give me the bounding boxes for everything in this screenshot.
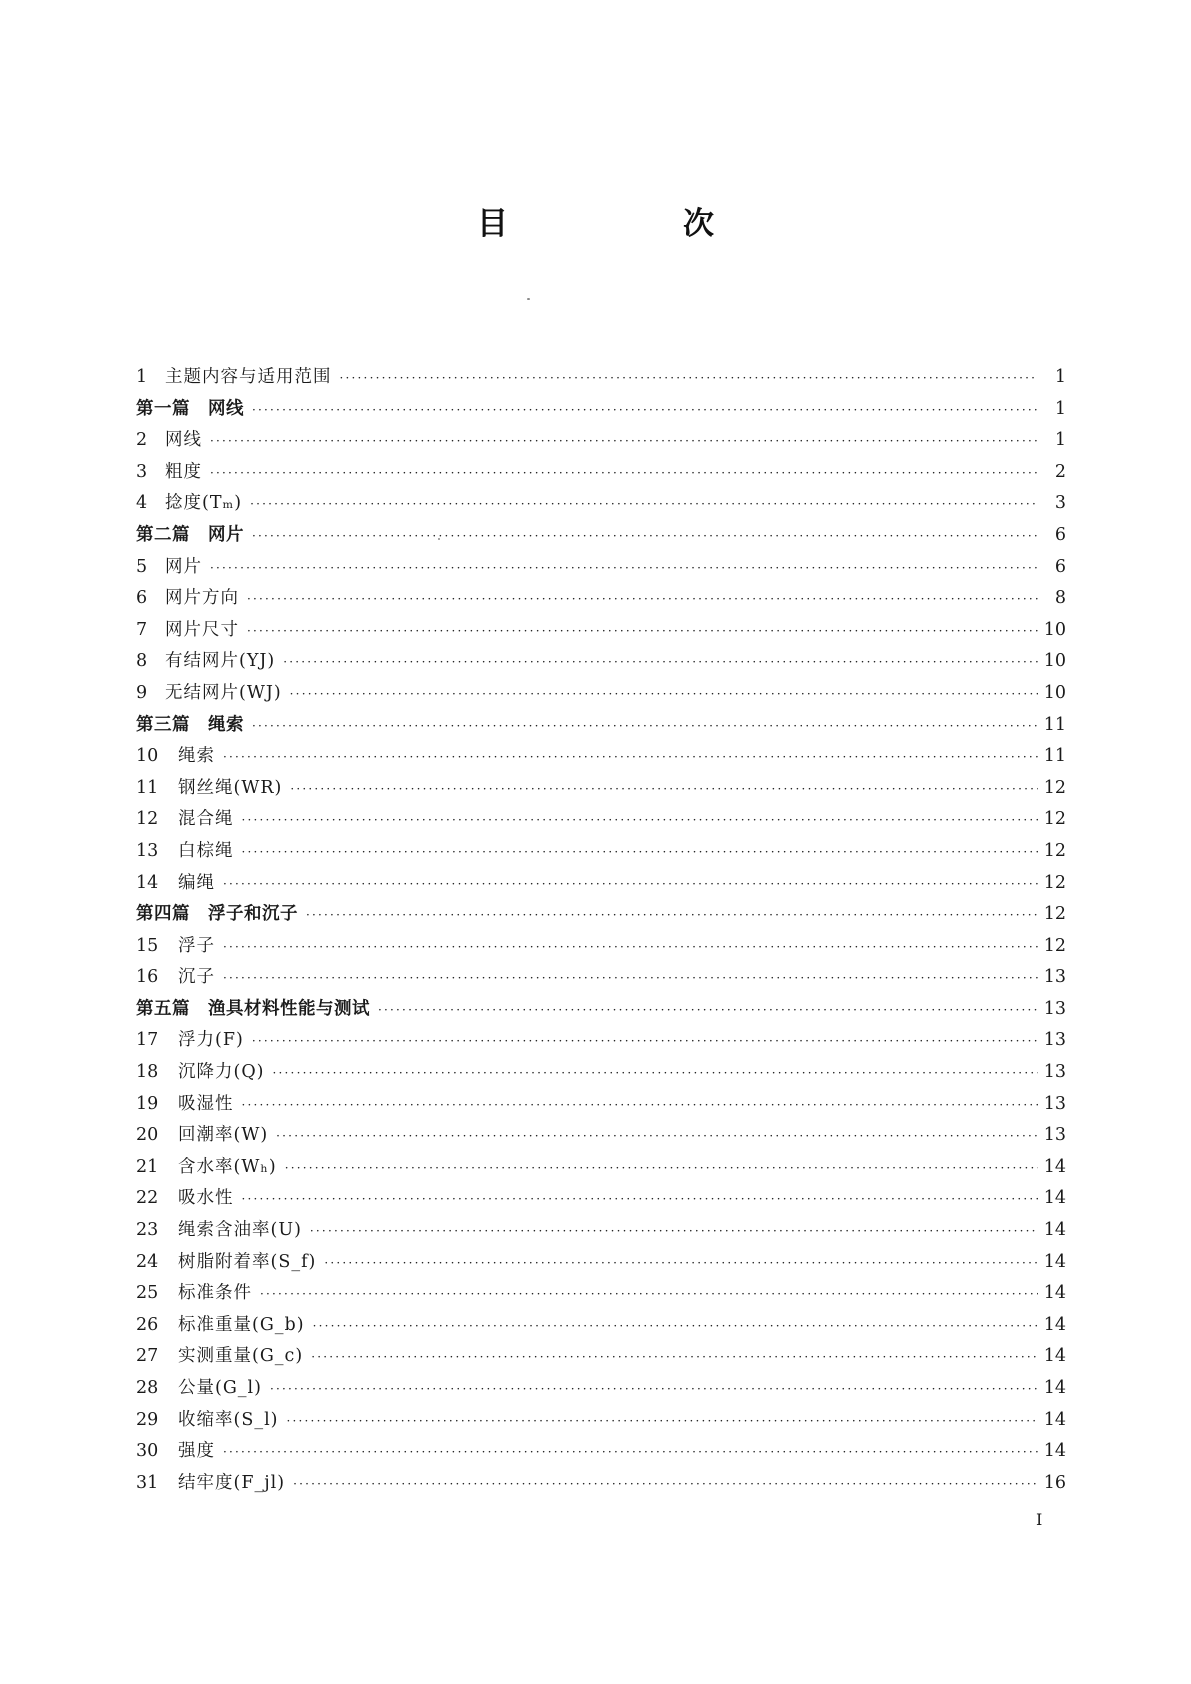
toc-entry bbox=[136, 425, 1066, 457]
toc-entry-label: 含水率(Wₕ) bbox=[178, 1156, 277, 1177]
toc-entry bbox=[136, 1057, 1066, 1089]
toc-entry-label: 强度 bbox=[178, 1441, 215, 1462]
dot-leader bbox=[290, 679, 1038, 711]
toc-entry-page: 10 bbox=[1043, 651, 1066, 672]
toc-entry-label: 无结网片(WJ) bbox=[165, 682, 282, 703]
dot-leader bbox=[252, 711, 1038, 743]
toc-entry-label: 混合绳 bbox=[178, 809, 234, 830]
dot-leader bbox=[287, 1406, 1038, 1438]
dot-leader bbox=[313, 1311, 1038, 1343]
toc-entry bbox=[136, 457, 1066, 489]
dot-leader bbox=[223, 869, 1038, 901]
toc-entry bbox=[136, 1247, 1066, 1279]
dot-leader bbox=[247, 584, 1038, 616]
toc-entry-page: 12 bbox=[1043, 840, 1066, 861]
toc-entry-page: 11 bbox=[1043, 714, 1066, 735]
toc-part-heading bbox=[136, 394, 1066, 426]
toc-entry bbox=[136, 1215, 1066, 1247]
toc-entry-number: 23 bbox=[136, 1220, 159, 1241]
toc-entry-label: 标准条件 bbox=[178, 1283, 252, 1304]
toc-entry bbox=[136, 1120, 1066, 1152]
dot-leader bbox=[324, 1248, 1037, 1280]
toc-entry bbox=[136, 362, 1066, 394]
dot-leader bbox=[242, 837, 1038, 869]
toc-entry-label: 标准重量(G_b) bbox=[178, 1314, 305, 1335]
toc-entry-number: 2 bbox=[136, 430, 148, 451]
dot-leader bbox=[242, 805, 1038, 837]
dot-leader bbox=[252, 395, 1038, 427]
dot-leader bbox=[283, 647, 1037, 679]
toc-entry bbox=[136, 1089, 1066, 1121]
dot-leader bbox=[293, 1469, 1038, 1501]
dot-leader bbox=[273, 1058, 1038, 1090]
toc-entry-page: 14 bbox=[1043, 1409, 1066, 1430]
toc-entry-page: 14 bbox=[1043, 1441, 1066, 1462]
dot-leader bbox=[270, 1374, 1038, 1406]
table-of-contents bbox=[136, 362, 1066, 1499]
toc-entry-label: 粗度 bbox=[165, 461, 202, 482]
toc-entry-label: 第二篇 网片 bbox=[136, 524, 244, 545]
toc-entry-number: 17 bbox=[136, 1030, 159, 1051]
dot-leader bbox=[223, 742, 1038, 774]
toc-entry-label: 结牢度(F_jl) bbox=[178, 1472, 286, 1493]
toc-entry-number: 30 bbox=[136, 1441, 159, 1462]
dot-leader bbox=[210, 553, 1038, 585]
toc-entry bbox=[136, 678, 1066, 710]
toc-entry-page: 12 bbox=[1043, 809, 1066, 830]
toc-entry-number: 29 bbox=[136, 1409, 159, 1430]
dot-leader bbox=[260, 1279, 1038, 1311]
dot-leader bbox=[276, 1121, 1038, 1153]
dot-leader bbox=[252, 1026, 1038, 1058]
toc-entry bbox=[136, 1152, 1066, 1184]
dot-leader bbox=[311, 1342, 1038, 1374]
toc-entry bbox=[136, 836, 1066, 868]
toc-entry-label: 绳索 bbox=[178, 746, 215, 767]
toc-entry-label: 浮力(F) bbox=[178, 1030, 244, 1051]
dot-leader bbox=[223, 1437, 1038, 1469]
toc-entry-label: 吸水性 bbox=[178, 1188, 234, 1209]
toc-entry bbox=[136, 646, 1066, 678]
dot-leader bbox=[223, 932, 1038, 964]
toc-entry bbox=[136, 1405, 1066, 1437]
toc-entry-page: 14 bbox=[1043, 1378, 1066, 1398]
toc-entry bbox=[136, 1310, 1066, 1342]
toc-entry-page: 11 bbox=[1043, 746, 1066, 767]
toc-entry-page: 10 bbox=[1043, 619, 1066, 640]
toc-entry bbox=[136, 1278, 1066, 1310]
toc-entry-page: 13 bbox=[1043, 1062, 1066, 1083]
toc-entry-label: 捻度(Tₘ) bbox=[165, 493, 243, 514]
toc-entry-page: 1 bbox=[1054, 398, 1066, 419]
dot-leader bbox=[250, 489, 1038, 521]
toc-entry-number: 20 bbox=[136, 1125, 159, 1146]
toc-entry-label: 第四篇 浮子和沉子 bbox=[136, 904, 298, 925]
toc-entry-page: 13 bbox=[1043, 1125, 1066, 1146]
toc-entry-number: 21 bbox=[136, 1156, 159, 1177]
toc-entry-page: 12 bbox=[1043, 904, 1066, 925]
dot-leader bbox=[285, 1153, 1038, 1185]
toc-entry bbox=[136, 1468, 1066, 1500]
toc-entry-label: 沉降力(Q) bbox=[178, 1062, 265, 1083]
toc-entry-number: 28 bbox=[136, 1378, 159, 1398]
toc-entry-label: 实测重量(G_c) bbox=[178, 1346, 304, 1367]
toc-entry-page: 1 bbox=[1054, 367, 1066, 387]
toc-entry-number: 15 bbox=[136, 935, 159, 956]
toc-entry-label: 编绳 bbox=[178, 872, 215, 893]
toc-entry bbox=[136, 1341, 1066, 1373]
toc-entry-page: 12 bbox=[1043, 935, 1066, 956]
toc-entry-page: 1 bbox=[1054, 430, 1066, 451]
toc-entry bbox=[136, 1025, 1066, 1057]
toc-part-heading bbox=[136, 710, 1066, 742]
toc-entry bbox=[136, 868, 1066, 900]
toc-entry-label: 网片尺寸 bbox=[165, 619, 239, 640]
toc-entry-label: 树脂附着率(S_f) bbox=[178, 1251, 317, 1272]
toc-entry-label: 绳索含油率(U) bbox=[178, 1220, 302, 1241]
page-number: I bbox=[1036, 1510, 1043, 1529]
toc-entry bbox=[136, 583, 1066, 615]
toc-entry-page: 12 bbox=[1043, 872, 1066, 893]
toc-entry bbox=[136, 1373, 1066, 1405]
toc-entry-label: 收缩率(S_l) bbox=[178, 1409, 279, 1430]
dot-leader bbox=[310, 1216, 1038, 1248]
dot-leader bbox=[378, 995, 1038, 1027]
toc-entry-label: 白棕绳 bbox=[178, 840, 234, 861]
toc-entry bbox=[136, 1183, 1066, 1215]
toc-entry bbox=[136, 615, 1066, 647]
toc-entry-page: 13 bbox=[1043, 1030, 1066, 1051]
toc-entry-page: 2 bbox=[1054, 461, 1066, 482]
dot-leader bbox=[210, 458, 1038, 490]
toc-entry-label: 沉子 bbox=[178, 967, 215, 988]
toc-entry-number: 1 bbox=[136, 367, 148, 387]
toc-entry-page: 14 bbox=[1043, 1314, 1066, 1335]
toc-entry-page: 12 bbox=[1043, 777, 1066, 798]
toc-entry-number: 4 bbox=[136, 493, 148, 514]
toc-entry-page: 6 bbox=[1054, 556, 1066, 577]
toc-entry-page: 10 bbox=[1043, 682, 1066, 703]
toc-entry-label: 公量(G_l) bbox=[178, 1378, 262, 1398]
toc-entry-page: 14 bbox=[1043, 1283, 1066, 1304]
toc-entry-number: 7 bbox=[136, 619, 148, 640]
toc-entry-page: 8 bbox=[1054, 588, 1066, 609]
toc-entry bbox=[136, 962, 1066, 994]
toc-entry-page: 16 bbox=[1043, 1472, 1066, 1493]
toc-entry-number: 19 bbox=[136, 1093, 159, 1114]
page-title: 目 次 bbox=[477, 206, 786, 242]
toc-entry-label: 网片 bbox=[165, 556, 202, 577]
dot-leader bbox=[242, 1184, 1038, 1216]
toc-entry-number: 13 bbox=[136, 840, 159, 861]
toc-entry-number: 26 bbox=[136, 1314, 159, 1335]
toc-entry-label: 第五篇 渔具材料性能与测试 bbox=[136, 998, 370, 1019]
toc-entry-number: 9 bbox=[136, 682, 148, 703]
toc-entry-page: 14 bbox=[1043, 1251, 1066, 1272]
toc-part-heading bbox=[136, 520, 1066, 552]
toc-entry bbox=[136, 804, 1066, 836]
toc-entry-page: 3 bbox=[1054, 493, 1066, 514]
dot-leader bbox=[210, 426, 1038, 458]
toc-entry-label: 第三篇 绳索 bbox=[136, 714, 244, 735]
toc-entry-page: 13 bbox=[1043, 998, 1066, 1019]
toc-entry bbox=[136, 1436, 1066, 1468]
toc-part-heading bbox=[136, 994, 1066, 1026]
toc-entry-number: 22 bbox=[136, 1188, 159, 1209]
toc-entry-number: 5 bbox=[136, 556, 148, 577]
dot-leader bbox=[223, 963, 1038, 995]
toc-part-heading bbox=[136, 899, 1066, 931]
toc-entry-number: 27 bbox=[136, 1346, 159, 1367]
toc-entry bbox=[136, 773, 1066, 805]
toc-entry-page: 6 bbox=[1054, 524, 1066, 545]
dot-leader bbox=[306, 900, 1038, 932]
toc-entry-number: 14 bbox=[136, 872, 159, 893]
scan-speck bbox=[527, 298, 530, 300]
toc-entry-page: 14 bbox=[1043, 1188, 1066, 1209]
toc-entry bbox=[136, 552, 1066, 584]
toc-entry-label: 有结网片(YJ) bbox=[165, 651, 276, 672]
toc-entry-number: 24 bbox=[136, 1251, 159, 1272]
toc-entry-number: 10 bbox=[136, 746, 159, 767]
toc-entry-label: 网片方向 bbox=[165, 588, 239, 609]
toc-entry-label: 浮子 bbox=[178, 935, 215, 956]
toc-entry-label: 吸湿性 bbox=[178, 1093, 234, 1114]
dot-leader bbox=[290, 774, 1037, 806]
toc-entry-number: 31 bbox=[136, 1472, 159, 1493]
toc-entry-number: 11 bbox=[136, 777, 159, 798]
toc-entry bbox=[136, 931, 1066, 963]
dot-leader bbox=[242, 1090, 1038, 1122]
toc-entry-page: 13 bbox=[1043, 1093, 1066, 1114]
toc-entry-label: 钢丝绳(WR) bbox=[178, 777, 283, 798]
toc-entry-label: 主题内容与适用范围 bbox=[165, 367, 332, 387]
toc-entry-number: 3 bbox=[136, 461, 148, 482]
dot-leader bbox=[340, 363, 1039, 395]
toc-entry-page: 14 bbox=[1043, 1156, 1066, 1177]
toc-entry-page: 13 bbox=[1043, 967, 1066, 988]
toc-entry-number: 12 bbox=[136, 809, 159, 830]
toc-entry-number: 6 bbox=[136, 588, 148, 609]
dot-leader bbox=[247, 616, 1038, 648]
toc-entry-number: 18 bbox=[136, 1062, 159, 1083]
toc-entry-label: 回潮率(W) bbox=[178, 1125, 269, 1146]
toc-entry-label: 网线 bbox=[165, 430, 202, 451]
scan-speck bbox=[438, 538, 440, 540]
dot-leader bbox=[252, 521, 1038, 553]
toc-entry-page: 14 bbox=[1043, 1346, 1066, 1367]
toc-entry-number: 16 bbox=[136, 967, 159, 988]
toc-entry-number: 25 bbox=[136, 1283, 159, 1304]
toc-entry-number: 8 bbox=[136, 651, 148, 672]
toc-entry bbox=[136, 741, 1066, 773]
toc-entry bbox=[136, 488, 1066, 520]
toc-entry-label: 第一篇 网线 bbox=[136, 398, 244, 419]
toc-entry-page: 14 bbox=[1043, 1220, 1066, 1241]
